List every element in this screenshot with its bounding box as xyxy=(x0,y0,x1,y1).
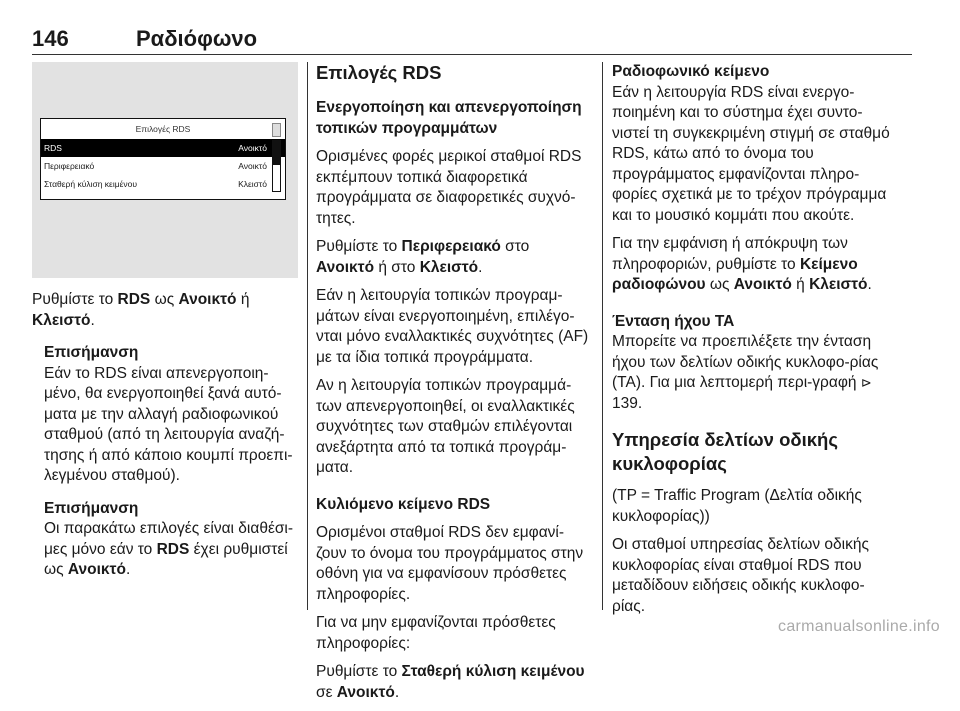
chapter-title: Ραδιόφωνο xyxy=(136,26,258,51)
paragraph: Για την εμφάνιση ή απόκρυψη των πληροφοριών, ρυθμίστε το Κείμενο ραδιοφώνου ως Ανοικτό ή Κλειστό. xyxy=(612,235,872,293)
paragraph: Ορισμένοι σταθμοί RDS δεν εμφανί-ζουν το όνομα του προγράμματος στην οθόνη για να εμφανίσουν πρόσθετες πληροφορίες. xyxy=(316,524,584,603)
scrollbar-thumb xyxy=(273,141,280,165)
paragraph: Για να μην εμφανίζονται πρόσθετες πληροφορίες: xyxy=(316,614,556,652)
subheading: Κυλιόμενο κείμενο RDS xyxy=(316,495,491,513)
scroll-cap xyxy=(272,123,281,137)
page-header xyxy=(32,16,912,56)
rds-options-screenshot xyxy=(32,62,298,278)
scrollbar xyxy=(272,140,281,192)
display-screen xyxy=(40,118,286,200)
paragraph: Ορισμένες φορές μερικοί σταθμοί RDS εκπέμπουν τοπικά διαφορετικά προγράμματα σε διαφορετικές συχνό-τητες. xyxy=(316,148,582,227)
note-text: Εάν το RDS είναι απενεργοποιη-μένο, θα ενεργοποιηθεί ξανά αυτό-ματα με την αλλαγή ραδιοφωνικού σταθμού (από τη λειτουργία αναζή-τησης ή από κάποιο κουμπί προεπι-λεγμένου σταθμού). xyxy=(44,364,293,484)
paragraph: Οι σταθμοί υπηρεσίας δελτίων οδικής κυκλοφορίας είναι σταθμοί RDS που μεταδίδουν ειδήσεις οδικής κυκλοφο-ρίας. xyxy=(612,536,869,615)
row-value: Ανοικτό xyxy=(238,161,267,171)
section-heading: Επιλογές RDS xyxy=(316,62,442,83)
screen-row-rds xyxy=(41,139,285,157)
paragraph: Μπορείτε να προεπιλέξετε την ένταση ήχου των δελτίων οδικής κυκλοφο-ρίας (TA). Για μια λεπτομερή περι-γραφή ⊳ 139. xyxy=(612,333,879,412)
row-label: Σταθερή κύλιση κειμένου xyxy=(44,179,138,189)
note-title: Επισήμανση xyxy=(44,344,139,361)
section-heading: Υπηρεσία δελτίων οδικής κυκλοφορίας xyxy=(612,429,838,474)
screen-row-fixed-scroll xyxy=(41,175,285,193)
paragraph: Αν η λειτουργία τοπικών προγραμμά-των απενεργοποιηθεί, οι εναλλακτικές συχνότητες των σταθμών επιλέγονται ανεξάρτητα από τα τοπικά προγράμ-ματα. xyxy=(316,377,575,476)
column-1 xyxy=(32,62,298,581)
paragraph: (TP = Traffic Program (Δελτία οδικής κυκλοφορίας)) xyxy=(612,487,862,525)
page-number: 146 xyxy=(32,26,69,51)
header-divider xyxy=(32,54,912,55)
column-2 xyxy=(316,62,591,711)
screen-row-regional xyxy=(41,157,285,175)
subheading: Ενεργοποίηση και απενεργοποίηση τοπικών προγραμμάτων xyxy=(316,99,582,137)
row-label: RDS xyxy=(44,143,62,153)
note-title: Επισήμανση xyxy=(44,499,139,517)
subheading: Ένταση ήχου TA xyxy=(612,312,735,330)
note-1 xyxy=(32,343,298,487)
row-value: Κλειστό xyxy=(238,179,267,189)
watermark: carmanualsonline.info xyxy=(778,618,940,635)
intro-paragraph: Ρυθμίστε το RDS ως Ανοικτό ή Κλειστό. xyxy=(32,291,250,329)
paragraph: Εάν η λειτουργία RDS είναι ενεργο-ποιημένη και το σύστημα έχει συντο-νιστεί τη συγκεκριμένη στιγμή σε σταθμό RDS, κάτω από το όνομα του προγράμματος εμφανίζονται πληρο-φορίες σχετικά με το τρέχον πρόγραμμα και το μουσικό κομμάτι που ακούτε. xyxy=(612,83,890,224)
column-3 xyxy=(612,62,892,625)
paragraph: Εάν η λειτουργία τοπικών προγραμ-μάτων είναι ενεργοποιημένη, επιλέγο-νται μόνο εναλλακτικές συχνότητες (AF) με τα ίδια τοπικά προγράμματα. xyxy=(316,287,589,366)
paragraph: Ρυθμίστε το Σταθερή κύλιση κειμένου σε Ανοικτό. xyxy=(316,663,585,701)
column-divider xyxy=(307,62,308,610)
subheading: Ραδιοφωνικό κείμενο xyxy=(612,63,770,80)
page-ref-arrow-icon: ⊳ xyxy=(860,375,872,390)
paragraph: Ρυθμίστε το Περιφερειακό στο Ανοικτό ή στο Κλειστό. xyxy=(316,238,530,276)
row-label: Περιφερειακό xyxy=(44,161,95,171)
note-2: Επισήμανση Οι παρακάτω επιλογές είναι διαθέσι-μες μόνο εάν το RDS έχει ρυθμιστεί ως Ανοικτό. xyxy=(32,499,298,581)
column-divider xyxy=(602,62,603,610)
screen-title: Επιλογές RDS xyxy=(135,124,191,134)
row-value: Ανοικτό xyxy=(238,143,267,153)
